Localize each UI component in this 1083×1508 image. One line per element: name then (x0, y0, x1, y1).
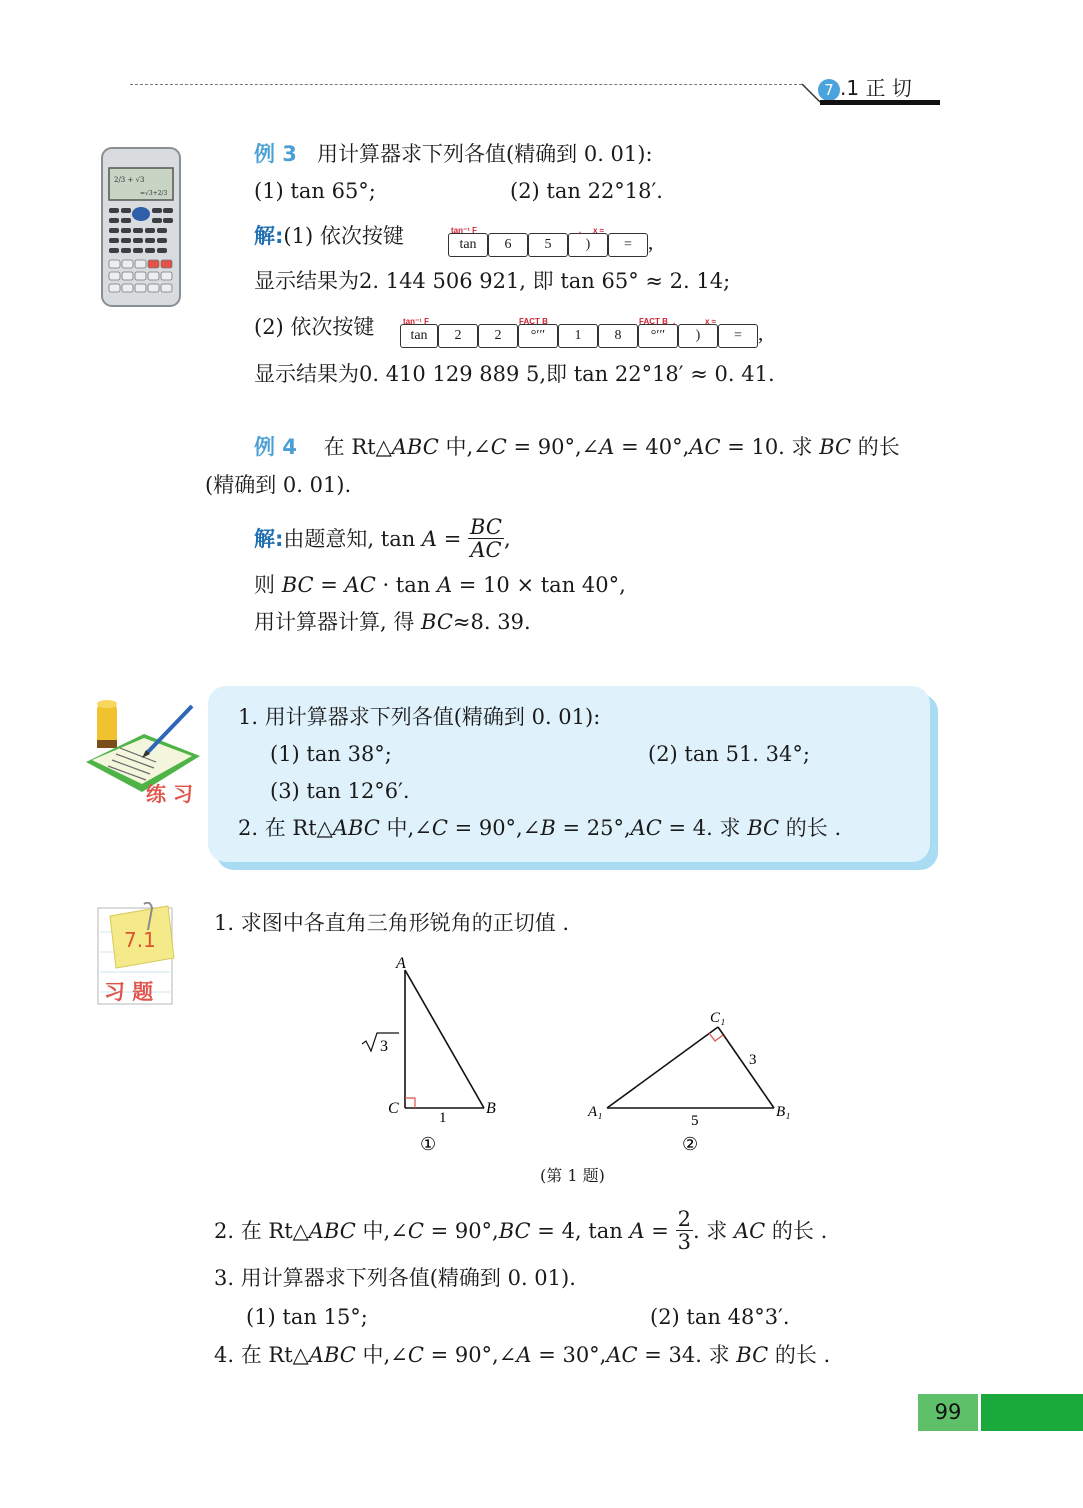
key-1: 1 (558, 324, 598, 348)
example-4-title-line2: (精确到 0. 01). (205, 473, 352, 497)
key-equals: x ≈ = (608, 233, 648, 257)
example-3-q1: (1) tan 65°; (254, 179, 376, 203)
key-6: 6 (488, 233, 528, 257)
fraction-bc-over-ac: $\frac{BC}{AC}$ (470, 515, 502, 562)
side-ab-label: 5 (691, 1113, 699, 1129)
example-3-solution-1 (254, 221, 404, 251)
key-8: 8 (598, 324, 638, 348)
exercise-question-4: 4. 在 Rt△ABC 中,∠C = 90°,∠A = 30°,AC = 34. 求 BC 的长 . (214, 1343, 831, 1367)
triangle-figure-2 (580, 1000, 810, 1160)
example-3-solution-2: (2) 依次按键 (254, 315, 375, 339)
page-number: 99 (934, 1400, 962, 1424)
solution-label: 解: (254, 224, 284, 248)
vertex-c-label: C (388, 1100, 399, 1117)
solution-1-text: (1) 依次按键 (283, 224, 404, 248)
exercise-question-1: 1. 求图中各直角三角形锐角的正切值 . (214, 911, 570, 935)
example-3-label: 例 3 (254, 142, 297, 166)
practice-question-2: 2. 在 Rt△ABC 中,∠C = 90°,∠B = 25°,AC = 4. 求 BC 的长 . (238, 816, 842, 840)
exercise-question-3b: (2) tan 48°3′. (650, 1305, 790, 1329)
key-2: 2 (478, 324, 518, 348)
example-4-step-2: 则 BC = AC · tan A = 10 × tan 40°, (254, 573, 626, 597)
practice-question-1c: (3) tan 12°6′. (270, 779, 410, 803)
vertex-a1-label: A₁ (588, 1104, 603, 1120)
example-3-result-1: 显示结果为2. 144 506 921, 即 tan 65° ≈ 2. 14; (254, 269, 731, 293)
key-tan: tan⁻¹ F tan (400, 324, 438, 348)
key-close-paren: , ) (568, 233, 608, 257)
vertex-b1-label: B₁ (776, 1104, 791, 1120)
vertex-b-label: B (486, 1100, 496, 1117)
side-cb-label: 3 (749, 1052, 757, 1068)
exercise-badge-number: 7.1 (124, 928, 156, 952)
page-number-bar (981, 1394, 1083, 1431)
example-3-question: 用计算器求下列各值(精确到 0. 01): (316, 142, 653, 166)
key-degree-minute-second: FACT B °′″ (638, 324, 678, 348)
triangle-figure-1 (350, 950, 520, 1160)
solution-label: 解: (254, 527, 284, 551)
example-3-title (254, 139, 653, 169)
example-4-title: 例 4 在 Rt△ABC 中,∠C = 90°,∠A = 40°,AC = 10. 求 BC 的长 (254, 435, 900, 459)
svg-text:2/3 + √3: 2/3 + √3 (114, 176, 145, 184)
figure-caption: (第 1 题) (540, 1166, 605, 1185)
key-equals: x ≈ = (718, 324, 758, 348)
key-degree-minute-second: FACT B °′″ (518, 324, 558, 348)
practice-question-1a: (1) tan 38°; (270, 742, 392, 766)
example-3-result-2: 显示结果为0. 410 129 889 5,即 tan 22°18′ ≈ 0. 41. (254, 362, 775, 386)
side-ac-label: 3 (380, 1038, 388, 1055)
exercise-badge-label: 习 题 (104, 980, 154, 1004)
key-tan: tan⁻¹ F tan (448, 233, 488, 257)
header-dashed-line (130, 84, 802, 85)
section-title: .1 正 切 (840, 76, 912, 100)
key-5: 5 (528, 233, 568, 257)
key-sequence-1: tan⁻¹ F tan 6 5 , ) x ≈ = , (448, 230, 653, 257)
practice-question-1: 1. 用计算器求下列各值(精确到 0. 01): (238, 705, 601, 729)
practice-label: 练 习 (146, 782, 193, 806)
key-2: 2 (438, 324, 478, 348)
header-underline (820, 100, 940, 105)
example-4-solution: 解:由题意知, tan A = $\frac{BC}{AC}$ , (254, 515, 511, 562)
vertex-c1-label: C₁ (710, 1010, 726, 1026)
section-header (818, 72, 912, 100)
figure-1-number: ① (420, 1134, 437, 1154)
exercise-question-3a: (1) tan 15°; (246, 1305, 368, 1329)
exercise-question-2: 2. 在 Rt△ABC 中,∠C = 90°,BC = 4, tan A = $\frac{2}{3}$ . 求 AC 的长 . (214, 1207, 828, 1254)
example-4-step-3: 用计算器计算, 得 BC≈8. 39. (254, 610, 531, 634)
exercise-question-3: 3. 用计算器求下列各值(精确到 0. 01). (214, 1266, 576, 1290)
example-3-q2: (2) tan 22°18′. (510, 179, 663, 203)
svg-text:=√3+2/3: =√3+2/3 (140, 190, 168, 197)
calculator-illustration (100, 146, 182, 308)
section-number-badge: 7 (818, 79, 840, 101)
side-cb-label: 1 (439, 1110, 447, 1126)
figure-2-number: ② (682, 1134, 699, 1154)
practice-question-1b: (2) tan 51. 34°; (648, 742, 810, 766)
vertex-a-label: A (396, 955, 406, 972)
key-sequence-2: tan⁻¹ F tan 2 2 FACT B °′″ 1 8 FACT B °′″ , ) x ≈ = , (400, 321, 763, 348)
key-close-paren: , ) (678, 324, 718, 348)
example-4-label: 例 4 (254, 435, 297, 459)
fraction-two-thirds: $\frac{2}{3}$ (677, 1207, 691, 1254)
